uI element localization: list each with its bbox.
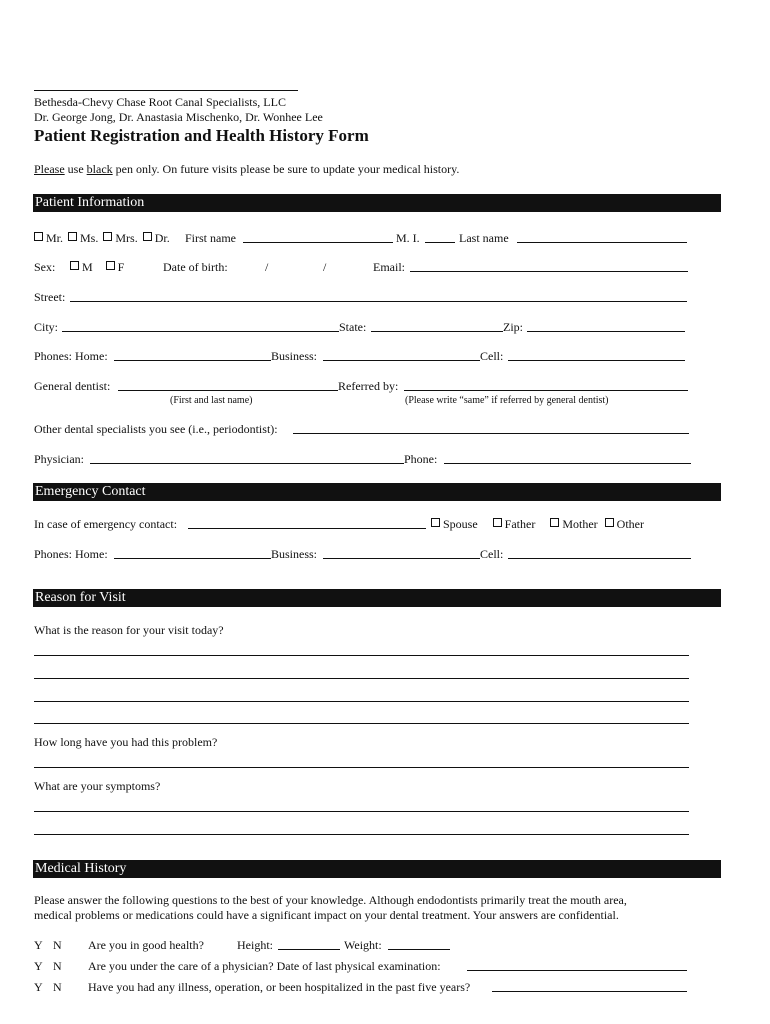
weight-label: Weight: bbox=[344, 938, 382, 952]
state-label: State: bbox=[339, 320, 367, 334]
height-label: Height: bbox=[237, 938, 273, 952]
other-specialists-field[interactable] bbox=[293, 433, 689, 434]
duration-question: How long have you had this problem? bbox=[34, 735, 218, 749]
symptoms-question: What are your symptoms? bbox=[34, 779, 161, 793]
height-field[interactable] bbox=[278, 949, 340, 950]
instr-black: black bbox=[86, 162, 113, 176]
business-phone-field[interactable] bbox=[323, 360, 480, 361]
weight-field[interactable] bbox=[388, 949, 450, 950]
q1-text: Are you in good health? bbox=[88, 938, 204, 952]
mr-checkbox[interactable] bbox=[34, 232, 43, 241]
physician-field[interactable] bbox=[90, 463, 404, 464]
section-medical-history: Medical History bbox=[33, 860, 721, 878]
duration-line[interactable] bbox=[34, 767, 689, 768]
symptoms-line-2[interactable] bbox=[34, 834, 689, 835]
em-home-phone-field[interactable] bbox=[114, 558, 271, 559]
em-business-phone-field[interactable] bbox=[323, 558, 480, 559]
spouse-checkbox[interactable] bbox=[431, 518, 440, 527]
title-options: Mr. Ms. Mrs. Dr. bbox=[34, 231, 170, 245]
referred-by-field[interactable] bbox=[404, 390, 688, 391]
business-phone-label: Business: bbox=[271, 349, 318, 363]
q2-yes[interactable]: Y bbox=[34, 959, 43, 973]
q2-no[interactable]: N bbox=[53, 959, 62, 973]
q2-text: Are you under the care of a physician? Date of last physical examination: bbox=[88, 959, 441, 973]
home-phone-field[interactable] bbox=[114, 360, 271, 361]
cell-phone-label: Cell: bbox=[480, 349, 504, 363]
medical-intro-line-1: Please answer the following questions to the best of your knowledge. Although endodontists primarily treat the mouth area, bbox=[34, 893, 627, 907]
other-specialists-label: Other dental specialists you see (i.e., periodontist): bbox=[34, 422, 278, 436]
emergency-contact-field[interactable] bbox=[188, 528, 426, 529]
sex-label: Sex: bbox=[34, 260, 56, 274]
illness-field[interactable] bbox=[492, 991, 687, 992]
medical-intro-line-2: medical problems or medications could have a significant impact on your dental treatment. Your answers are confidential. bbox=[34, 908, 619, 922]
doctors-list: Dr. George Jong, Dr. Anastasia Mischenko, Dr. Wonhee Lee bbox=[34, 110, 323, 124]
city-label: City: bbox=[34, 320, 59, 334]
physician-phone-label: Phone: bbox=[404, 452, 438, 466]
street-field[interactable] bbox=[70, 301, 687, 302]
mrs-checkbox[interactable] bbox=[103, 232, 112, 241]
zip-label: Zip: bbox=[503, 320, 523, 334]
street-label: Street: bbox=[34, 290, 66, 304]
q3-yes[interactable]: Y bbox=[34, 980, 43, 994]
q1-no[interactable]: N bbox=[53, 938, 62, 952]
first-name-label: First name bbox=[185, 231, 236, 245]
instructions: Please use black pen only. On future visits please be sure to update your medical history. bbox=[34, 162, 460, 176]
physician-label: Physician: bbox=[34, 452, 84, 466]
practice-name: Bethesda-Chevy Chase Root Canal Specialists, LLC bbox=[34, 95, 286, 109]
email-label: Email: bbox=[373, 260, 405, 274]
reason-line-3[interactable] bbox=[34, 701, 689, 702]
em-cell-phone-label: Cell: bbox=[480, 547, 504, 561]
mi-field[interactable] bbox=[425, 242, 455, 243]
reason-line-1[interactable] bbox=[34, 655, 689, 656]
general-dentist-label: General dentist: bbox=[34, 379, 111, 393]
reason-line-4[interactable] bbox=[34, 723, 689, 724]
instr-please: Please bbox=[34, 162, 65, 176]
mi-label: M. I. bbox=[396, 231, 420, 245]
other-checkbox[interactable] bbox=[605, 518, 614, 527]
em-cell-phone-field[interactable] bbox=[508, 558, 691, 559]
q3-no[interactable]: N bbox=[53, 980, 62, 994]
relation-options: Spouse Father Mother Other bbox=[431, 517, 644, 531]
header-rule bbox=[34, 90, 298, 91]
referred-by-label: Referred by: bbox=[338, 379, 399, 393]
first-name-field[interactable] bbox=[243, 242, 393, 243]
emergency-contact-label: In case of emergency contact: bbox=[34, 517, 178, 531]
sex-options: M F bbox=[70, 260, 124, 274]
father-checkbox[interactable] bbox=[493, 518, 502, 527]
last-exam-field[interactable] bbox=[467, 970, 687, 971]
section-reason-for-visit: Reason for Visit bbox=[33, 589, 721, 607]
same-hint: (Please write “same” if referred by general dentist) bbox=[405, 395, 609, 406]
last-name-label: Last name bbox=[459, 231, 509, 245]
email-field[interactable] bbox=[410, 271, 688, 272]
state-field[interactable] bbox=[371, 331, 503, 332]
physician-phone-field[interactable] bbox=[444, 463, 691, 464]
q1-yes[interactable]: Y bbox=[34, 938, 43, 952]
dob-slash-1: / bbox=[265, 260, 269, 274]
reason-question: What is the reason for your visit today? bbox=[34, 623, 224, 637]
mother-checkbox[interactable] bbox=[550, 518, 559, 527]
city-field[interactable] bbox=[62, 331, 339, 332]
em-business-phone-label: Business: bbox=[271, 547, 318, 561]
section-patient-information: Patient Information bbox=[33, 194, 721, 212]
q3-text: Have you had any illness, operation, or been hospitalized in the past five years? bbox=[88, 980, 471, 994]
first-last-hint: (First and last name) bbox=[170, 395, 253, 406]
em-home-phone-label: Phones: Home: bbox=[34, 547, 108, 561]
sex-m-checkbox[interactable] bbox=[70, 261, 79, 270]
symptoms-line-1[interactable] bbox=[34, 811, 689, 812]
zip-field[interactable] bbox=[527, 331, 685, 332]
ms-checkbox[interactable] bbox=[68, 232, 77, 241]
dob-label: Date of birth: bbox=[163, 260, 228, 274]
section-emergency-contact: Emergency Contact bbox=[33, 483, 721, 501]
home-phone-label: Phones: Home: bbox=[34, 349, 108, 363]
form-title: Patient Registration and Health History Form bbox=[34, 126, 369, 145]
last-name-field[interactable] bbox=[517, 242, 687, 243]
dr-checkbox[interactable] bbox=[143, 232, 152, 241]
general-dentist-field[interactable] bbox=[118, 390, 338, 391]
cell-phone-field[interactable] bbox=[508, 360, 685, 361]
reason-line-2[interactable] bbox=[34, 678, 689, 679]
dob-slash-2: / bbox=[323, 260, 327, 274]
sex-f-checkbox[interactable] bbox=[106, 261, 115, 270]
